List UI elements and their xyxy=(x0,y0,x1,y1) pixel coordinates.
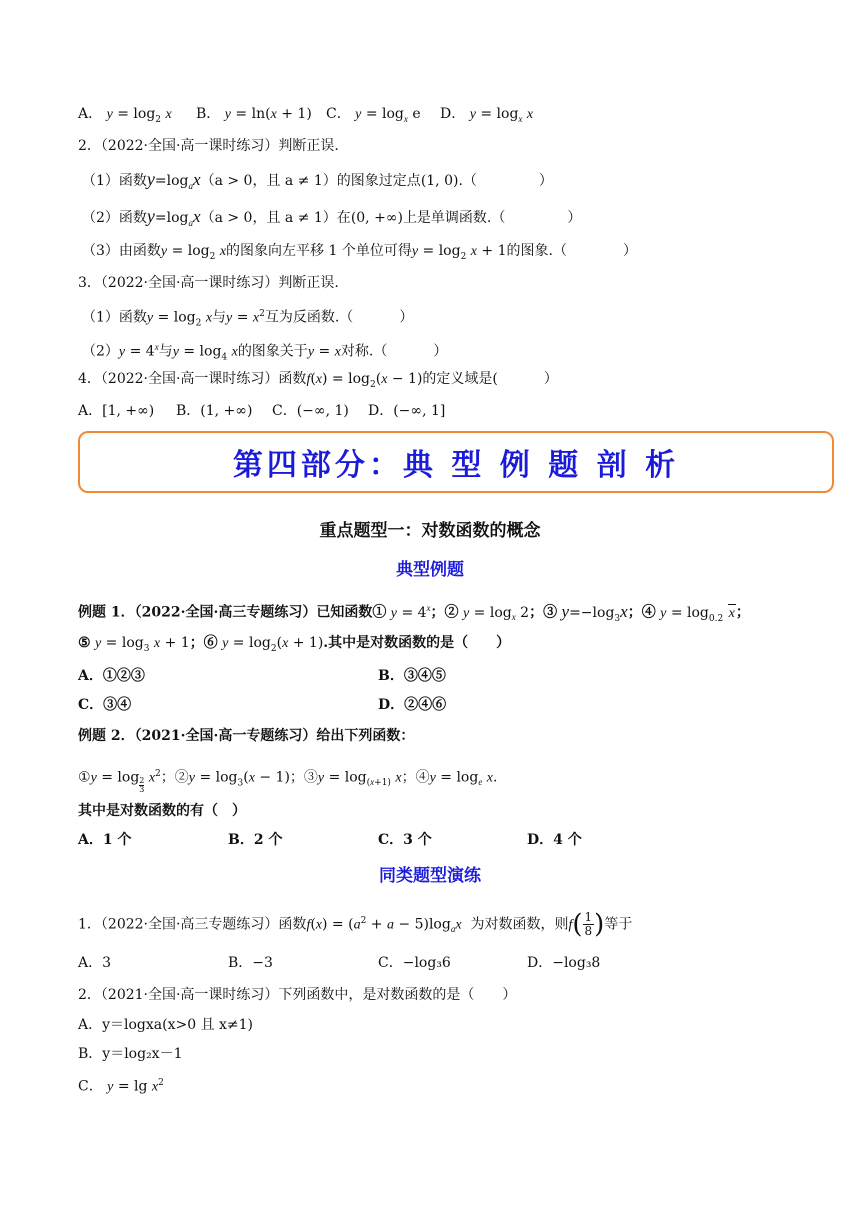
banner-title: 第四部分：典 型 例 题 剖 析 xyxy=(232,448,680,483)
example-2-option-c: C．3 个 xyxy=(378,832,432,848)
q2-statement-2: （2）函数$y=\log_ax(a > 0$，且 a ≠ 1）在(0, +∞)上是单调函数.（ ） xyxy=(82,206,582,228)
practice-heading: 同类题型演练 xyxy=(379,866,481,886)
example-1-option-c: C．③④ xyxy=(78,697,132,713)
q1-option-d: D． $y = \log_x x$ xyxy=(440,106,534,124)
typical-examples-heading: 典型例题 xyxy=(396,560,464,580)
practice-1-option-d: D．−log₃8 xyxy=(527,955,601,971)
practice-1-option-b: B．−3 xyxy=(228,955,273,971)
example-2-functions: ①y = log $\frac{2}{3}$ $x^2$；②y = $\log_3(x - 1)$；③y = $\log_{(x+1)} x$；④y = $\log_e x$. xyxy=(78,769,498,794)
q4-option-d: D．(−∞, 1] xyxy=(368,403,446,419)
practice-2-option-c: C． $y = \lg x^2$ xyxy=(78,1078,164,1095)
example-2-option-d: D．4 个 xyxy=(527,832,582,848)
example-2-question: 其中是对数函数的有（ ） xyxy=(78,803,246,819)
q3-label: 3．（2022·全国·高一课时练习）判断正误. xyxy=(78,275,339,291)
q1-option-a: A． $y = \log_2 x$ xyxy=(78,106,172,125)
example-1-stem: 例题 1．（2022·全国·高三专题练习）已知函数① $y = 4^x$；② $y = \log_x 2$；③ $y=-\log_3x$；④ $y = \log_{0.2} x$； xyxy=(78,601,750,624)
q4-label: 4．（2022·全国·高一课时练习）函数$f(x) = \log_2(x - 1)$的定义域是( ） xyxy=(78,371,558,390)
q4-option-a: A．[1, +∞) xyxy=(78,403,155,419)
q1-option-c: C． $y = \log_x e$ xyxy=(326,106,421,124)
practice-2-option-a: A．y＝logxa(x>0 且 x≠1) xyxy=(78,1017,254,1033)
section-heading: 重点题型一：对数函数的概念 xyxy=(319,521,541,541)
part-four-banner xyxy=(78,431,834,493)
example-2-option-a: A．1 个 xyxy=(78,832,132,848)
q1-option-b: B． y = ln(x + 1) xyxy=(196,106,312,122)
example-1-option-a: A．①②③ xyxy=(78,668,145,684)
q4-option-b: B．(1, +∞) xyxy=(176,403,253,419)
practice-1-stem: 1．（2022·全国·高三专题练习）函数$f(x) = (a^2 + a - 5)\log_ax$ 为对数函数，则f( $\frac{1}{8}$ )等于 xyxy=(78,909,633,940)
example-2-option-b: B．2 个 xyxy=(228,832,283,848)
q2-statement-1: （1）函数$y=\log_ax(a > 0$，且 a ≠ 1）的图象过定点(1, 0).（ ） xyxy=(82,169,553,191)
practice-2-stem: 2．（2021·全国·高一课时练习）下列函数中，是对数函数的是（ ） xyxy=(78,987,517,1003)
practice-1-option-c: C．−log₃6 xyxy=(378,955,451,971)
practice-1-option-a: A．3 xyxy=(78,955,112,971)
practice-2-option-b: B．y＝log₂x－1 xyxy=(78,1046,183,1062)
example-2-label: 例题 2．（2021·全国·高一专题练习）给出下列函数： xyxy=(78,728,415,744)
q2-label: 2．（2022·全国·高一课时练习）判断正误. xyxy=(78,138,339,154)
example-1-option-b: B．③④⑤ xyxy=(378,668,446,684)
q3-statement-2: $(2)y = 4^x$与$y = \log_4 x$的图象关于y = x对称.（ ） xyxy=(82,342,448,363)
q2-statement-3: （3）由函数$y = \log_2 x$的图象向左平移 1 个单位可得$y = \log_2 x + 1$的图象.（ ） xyxy=(82,243,637,262)
example-1-stem-cont: ⑤ $y = \log_3 x + 1$；⑥ $y = \log_2(x + 1)$.其中是对数函数的是（ ） xyxy=(78,635,511,654)
example-1-option-d: D．②④⑥ xyxy=(378,697,447,713)
q4-option-c: C．(−∞, 1) xyxy=(272,403,349,419)
q3-statement-1: （1）函数$y = \log_2 x$与$y = x^2$互为反函数.（ ） xyxy=(82,309,414,329)
